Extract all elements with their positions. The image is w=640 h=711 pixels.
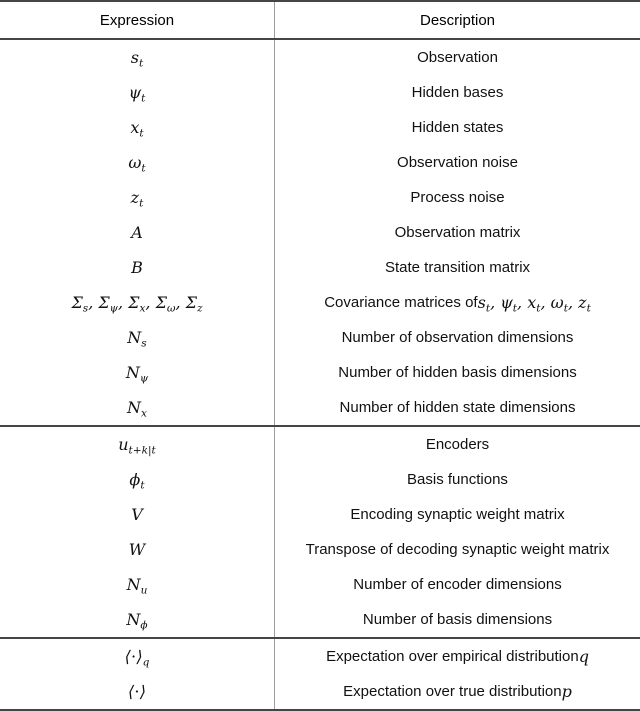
description-cell: Number of encoder dimensions [353, 576, 562, 593]
header-expression: Expression [0, 2, 275, 38]
description-cell: Encoders [425, 436, 490, 453]
table-row [0, 215, 640, 250]
header-description: Description [419, 11, 496, 29]
description-cell: Hidden states [411, 119, 504, 136]
description-cell: Number of basis dimensions [362, 611, 553, 628]
expression-cell: $x_t$ [0, 110, 275, 145]
expression-cell: $z_t$ [0, 180, 275, 215]
expression-cell: $s_t$ [0, 40, 275, 75]
header-row [0, 2, 640, 38]
table-row [0, 75, 640, 110]
table-row [0, 532, 640, 567]
description-cell: Observation matrix [394, 224, 521, 241]
expression-cell: ⟨⋅⟩ [0, 674, 275, 709]
description-cell: Transpose of decoding synaptic weight matrix [305, 541, 610, 558]
expression-cell: $N_\phi$ [0, 602, 275, 637]
table-section-generative-model [0, 40, 640, 427]
table-row [0, 639, 640, 674]
description-cell: Basis functions [407, 471, 508, 488]
description-cell: Hidden bases [411, 84, 504, 101]
table-row [0, 497, 640, 532]
expression-cell: $u_{t+k|t}$ [0, 427, 275, 462]
description-cell: Encoding synaptic weight matrix [350, 506, 565, 523]
description-cell: Number of observation dimensions [341, 329, 574, 346]
table-row [0, 567, 640, 602]
table-section-network [0, 427, 640, 639]
expression-cell: A [0, 215, 275, 250]
table-row [0, 110, 640, 145]
table-row [0, 320, 640, 355]
expression-cell: $N_s$ [0, 320, 275, 355]
description-cell: Expectation over empirical distribution q [326, 647, 589, 666]
table-section-expectations [0, 639, 640, 709]
expression-cell: B [0, 250, 275, 285]
table-row [0, 390, 640, 425]
description-cell: Number of hidden basis dimensions [338, 364, 577, 381]
expression-cell: $\Sigma_s$, $\Sigma_\psi$, $\Sigma_x$, $\Sigma_\omega$, $\Sigma_z$ [0, 285, 275, 320]
expression-cell: $\phi_t$ [0, 462, 275, 497]
description-cell: Expectation over true distribution p [343, 682, 572, 701]
table-row [0, 40, 640, 75]
table-row [0, 285, 640, 320]
description-cell: Observation [417, 49, 498, 66]
table-row [0, 355, 640, 390]
expression-cell: $⟨\cdot⟩_q$ [0, 639, 275, 674]
description-cell: State transition matrix [384, 259, 531, 276]
description-cell: Number of hidden state dimensions [339, 399, 576, 416]
table-header [0, 2, 640, 40]
table-row [0, 674, 640, 709]
expression-cell: $N_\psi$ [0, 355, 275, 390]
table-row [0, 145, 640, 180]
table-row [0, 250, 640, 285]
description-cell: Covariance matrices of $s_t$, $\psi_t$, $x_t$, $\omega_t$, $z_t$ [324, 293, 591, 315]
expression-cell: V [0, 497, 275, 532]
table-row [0, 180, 640, 215]
expression-cell: $N_x$ [0, 390, 275, 425]
description-cell: Observation noise [397, 154, 518, 171]
table-row [0, 462, 640, 497]
expression-cell: $\psi_t$ [0, 75, 275, 110]
expression-cell: W [0, 532, 275, 567]
expression-cell: $N_u$ [0, 567, 275, 602]
table-row [0, 427, 640, 462]
table-row [0, 602, 640, 637]
description-cell: Process noise [410, 189, 505, 206]
expression-cell: $\omega_t$ [0, 145, 275, 180]
